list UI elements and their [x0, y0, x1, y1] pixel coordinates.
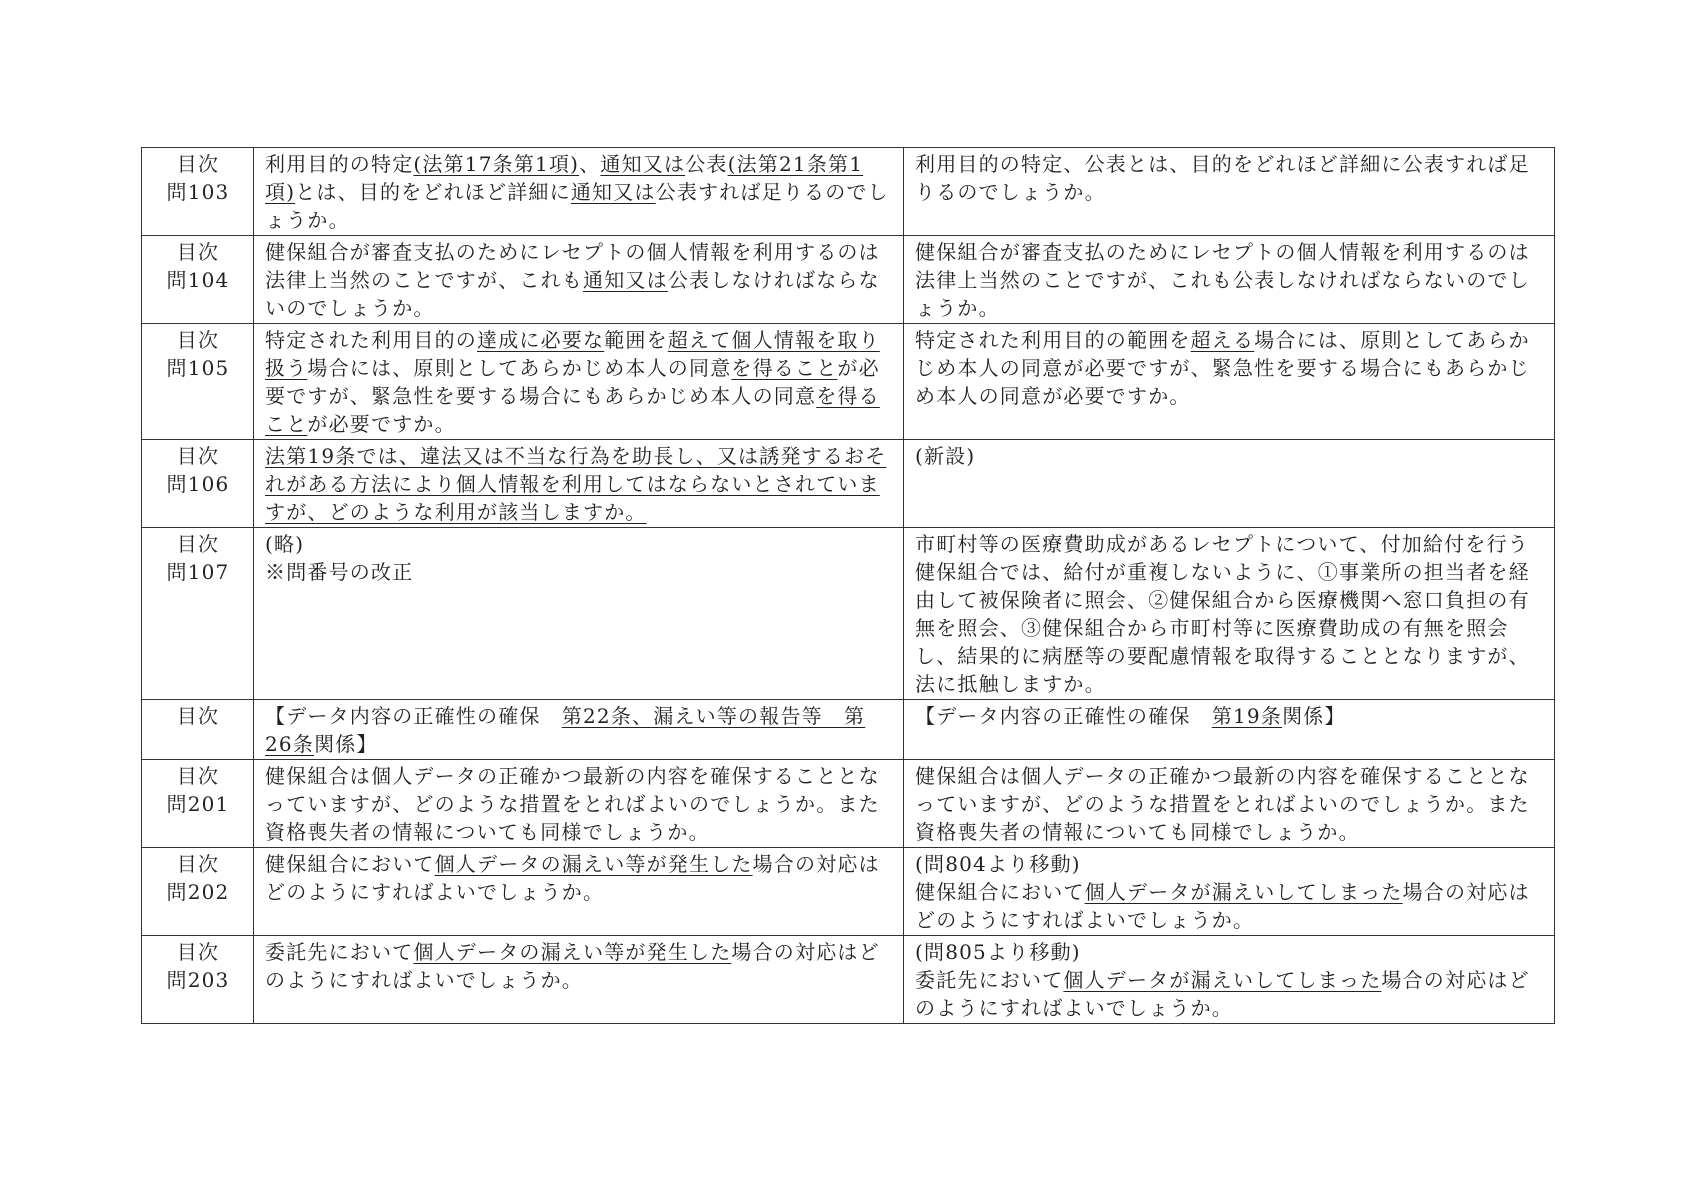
underlined-text: 通知又は [600, 152, 686, 176]
text-segment: 場合には、原則としてあらかじめ本人の同意 [307, 356, 732, 380]
underlined-text: を得ること [731, 356, 838, 380]
text-segment: 委託先において [915, 968, 1064, 992]
revised-text-cell [254, 700, 904, 760]
text-segment: 場合の対応はどのようにすればよいでしょうか。 [265, 940, 880, 992]
revised-text-cell [254, 236, 904, 324]
revised-text-cell [254, 324, 904, 440]
revised-text-cell [254, 440, 904, 528]
question-number-cell [142, 236, 254, 324]
text-segment: が必要ですが、緊急性を要する場合にもあらかじめ本人の同意 [265, 356, 880, 408]
text-segment: 特定された利用目的の範囲を [915, 328, 1191, 352]
text-segment: 【データ内容の正確性の確保 [265, 704, 562, 728]
question-number-cell [142, 440, 254, 528]
comparison-table [141, 147, 1555, 1024]
text-segment: 場合の対応はどのようにすればよいでしょうか。 [265, 852, 880, 904]
current-text-cell [904, 528, 1555, 700]
revised-text-cell [254, 936, 904, 1024]
underlined-text: 通知又は [570, 180, 656, 204]
question-number-cell [142, 528, 254, 700]
question-number: 問104 [166, 268, 230, 292]
underlined-text: 第22条、漏えい等の報告等 第26条 [265, 704, 866, 756]
underlined-text: 超えて個人情報を取り扱う [265, 328, 880, 380]
current-text-cell [904, 760, 1555, 848]
toc-label: 目次 [176, 764, 220, 788]
revised-text-cell [254, 148, 904, 236]
question-number-cell [142, 324, 254, 440]
text-segment: 関係】 [314, 732, 378, 756]
text-segment: 【データ内容の正確性の確保 [915, 704, 1212, 728]
toc-label: 目次 [176, 240, 220, 264]
current-text-cell [904, 848, 1555, 936]
current-text-cell [904, 148, 1555, 236]
table-row [142, 760, 1555, 848]
current-text-cell [904, 936, 1555, 1024]
text-segment: が必要ですか。 [307, 412, 456, 436]
underlined-text: を得ること [265, 384, 880, 436]
revised-text-cell [254, 848, 904, 936]
text-segment: 場合の対応はどのようにすればよいでしょうか。 [915, 880, 1530, 932]
toc-label: 目次 [176, 444, 220, 468]
underlined-text: 法第19条では、違法又は不当な行為を助長し、又は誘発するおそれがある方法により個人情報を利用してはならないとされていますが、どのような利用が該当しますか。 [265, 444, 887, 524]
question-number-cell [142, 700, 254, 760]
table-row [142, 148, 1555, 236]
current-text-cell [904, 440, 1555, 528]
toc-label: 目次 [176, 704, 220, 728]
text-segment: 、 [579, 152, 601, 176]
text-segment: 範囲を [604, 328, 668, 352]
text-segment: 場合には、原則としてあらかじめ本人の同意が必要ですが、緊急性を要する場合にもあらかじめ本人の同意が必要ですか。 [915, 328, 1530, 408]
current-text-cell [904, 324, 1555, 440]
text-segment: 健保組合において [265, 852, 435, 876]
table-row [142, 936, 1555, 1024]
text-segment: 公表 [685, 152, 728, 176]
text-segment: 委託先において [265, 940, 414, 964]
underlined-text: 通知又は [583, 268, 668, 292]
underlined-text: 個人データが漏えいしてしまった [1063, 968, 1382, 992]
question-number: 問203 [166, 968, 230, 992]
text-segment: 市町村等の医療費助成があるレセプトについて、付加給付を行う健保組合では、給付が重複しないように、①事業所の担当者を経由して被保険者に照会、②健保組合から医療機関へ窓口負担の有無を照会、③健保組合から市町村等に医療費助成の有無を照会し、結果的に病歴等の要配慮情報を取得することとなりますが、法に抵触しますか。 [915, 532, 1530, 696]
text-segment: (問804より移動) [915, 852, 1081, 876]
underlined-text: 個人データが漏えいしてしまった [1084, 880, 1403, 904]
current-text-cell [904, 236, 1555, 324]
table-row [142, 440, 1555, 528]
comparison-table-body [142, 148, 1555, 1024]
table-row [142, 848, 1555, 936]
toc-label: 目次 [176, 852, 220, 876]
text-segment: 健保組合が審査支払のためにレセプトの個人情報を利用するのは法律上当然のことですが、これも公表しなければならないのでしょうか。 [915, 240, 1530, 320]
question-number-cell [142, 760, 254, 848]
text-segment: 利用目的の特定、公表とは、目的をどれほど詳細に公表すれば足りるのでしょうか。 [915, 152, 1530, 204]
underlined-text: 達成に必要な [477, 328, 605, 352]
text-segment: 利用目的の特定 [265, 152, 414, 176]
text-segment: 健保組合が審査支払のためにレセプトの個人情報を利用するのは法律上当然のことですが、これも [265, 240, 880, 292]
text-segment: 健保組合において [915, 880, 1085, 904]
question-number: 問201 [166, 792, 230, 816]
text-segment: 公表しなければならないのでしょうか。 [265, 268, 880, 320]
revised-text-cell [254, 528, 904, 700]
text-segment: ※問番号の改正 [265, 560, 414, 584]
current-text-cell [904, 700, 1555, 760]
text-segment: 場合の対応はどのようにすればよいでしょうか。 [915, 968, 1530, 1020]
underlined-text: 超える [1190, 328, 1255, 352]
text-segment: 公表すれば足りるのでしょうか。 [265, 180, 889, 232]
underlined-text: 個人データの漏えい等が発生した [434, 852, 753, 876]
question-number: 問103 [166, 180, 230, 204]
question-number: 問107 [166, 560, 230, 584]
text-segment: とは、目的をどれほど詳細に [295, 180, 571, 204]
underlined-text: 第19条 [1211, 704, 1283, 728]
text-segment: (略) [265, 532, 305, 556]
text-segment: 関係】 [1282, 704, 1346, 728]
revised-text-cell [254, 760, 904, 848]
text-segment: (問805より移動) [915, 940, 1081, 964]
table-row [142, 528, 1555, 700]
text-segment: 健保組合は個人データの正確かつ最新の内容を確保することとなっていますが、どのような措置をとればよいのでしょうか。また資格喪失者の情報についても同様でしょうか。 [265, 764, 880, 844]
question-number-cell [142, 848, 254, 936]
underlined-text: (法第17条第1項) [413, 152, 580, 176]
text-segment: 健保組合は個人データの正確かつ最新の内容を確保することとなっていますが、どのような措置をとればよいのでしょうか。また資格喪失者の情報についても同様でしょうか。 [915, 764, 1530, 844]
question-number-cell [142, 148, 254, 236]
underlined-text: (法第21条第1項) [265, 152, 864, 204]
toc-label: 目次 [176, 328, 220, 352]
underlined-text: 個人データの漏えい等が発生した [413, 940, 732, 964]
toc-label: 目次 [176, 532, 220, 556]
text-segment: (新設) [915, 444, 976, 468]
table-row [142, 236, 1555, 324]
question-number: 問105 [166, 356, 230, 380]
question-number: 問106 [166, 472, 230, 496]
toc-label: 目次 [176, 152, 220, 176]
toc-label: 目次 [176, 940, 220, 964]
table-row [142, 700, 1555, 760]
question-number: 問202 [166, 880, 230, 904]
table-row [142, 324, 1555, 440]
question-number-cell [142, 936, 254, 1024]
text-segment: 特定された利用目的の [265, 328, 477, 352]
